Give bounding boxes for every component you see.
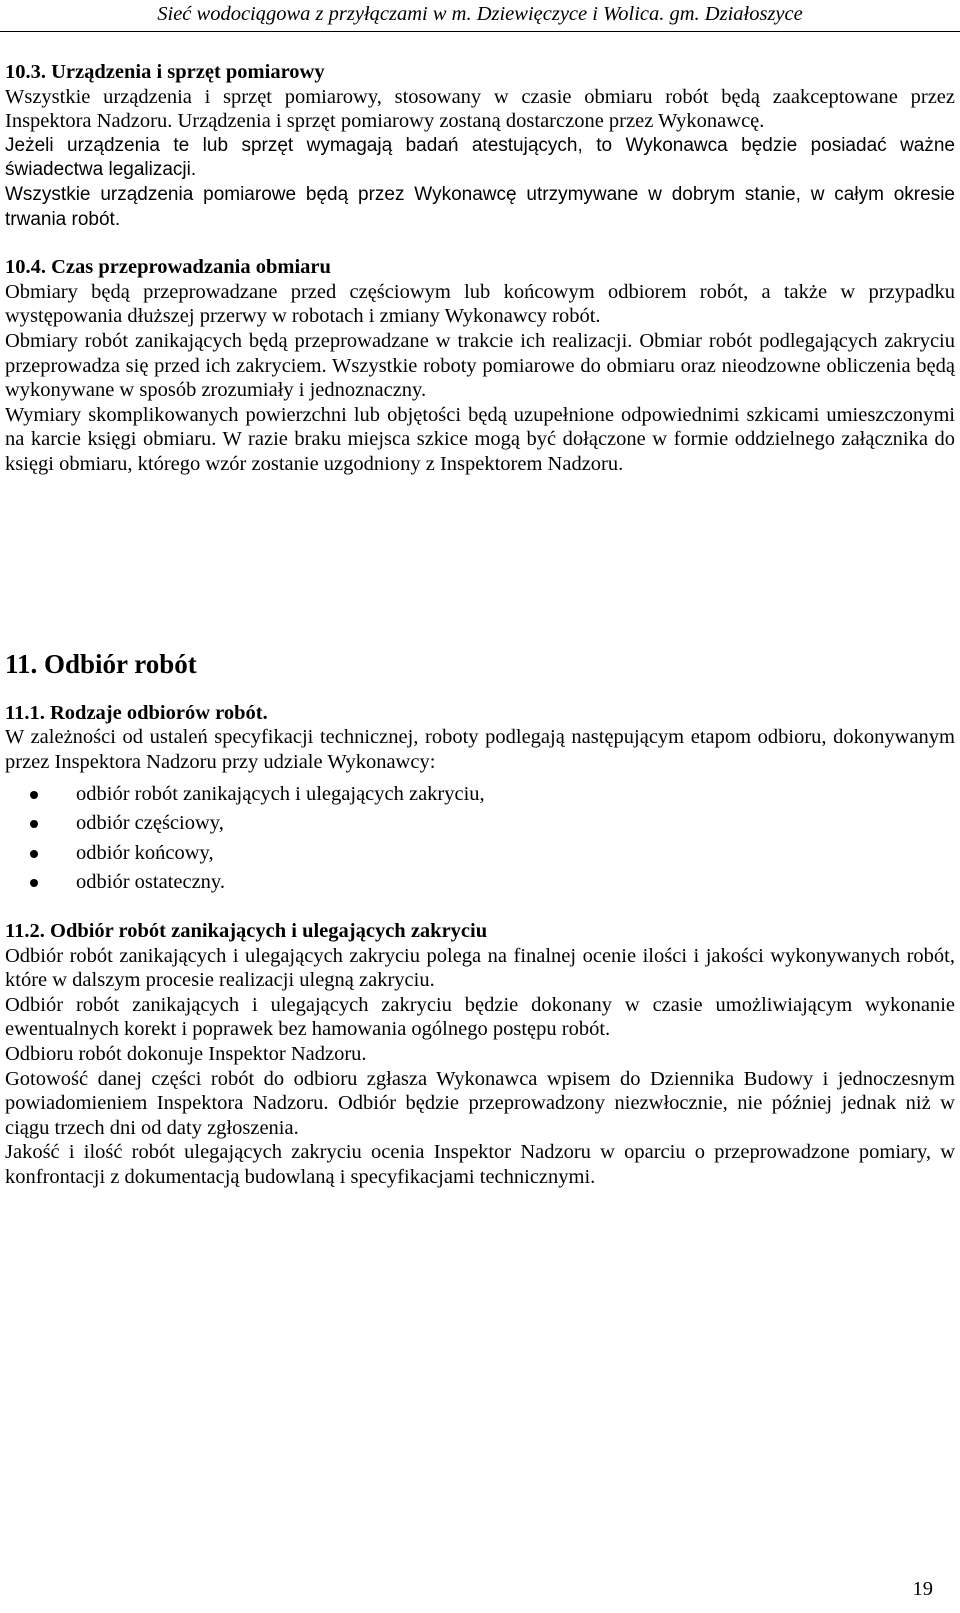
document-body — [5, 60, 955, 1190]
bullet-icon — [30, 820, 38, 828]
bullet-icon — [30, 879, 38, 887]
running-header — [0, 0, 960, 32]
section-11 — [5, 648, 955, 680]
section-10-3 — [5, 60, 955, 232]
section-11-2 — [5, 919, 955, 1190]
section-11-2-paragraph-1: Odbiór robót zanikających i ulegających zakryciu polega na finalnej ocenie ilości i jakości wykonywanych robót, które w dalszym procesie realizacji ulegną zakryciu. — [5, 944, 955, 992]
section-10-4 — [5, 255, 955, 476]
section-11-1-heading: 11.1. Rodzaje odbiorów robót. — [5, 701, 268, 724]
list-item — [5, 809, 955, 838]
list-item-text: odbiór ostateczny. — [76, 870, 225, 893]
section-10-4-heading: 10.4. Czas przeprowadzania obmiaru — [5, 256, 331, 279]
section-10-3-paragraph-2: Jeżeli urządzenia te lub sprzęt wymagają badań atestujących, to Wykonawca będzie posiadać ważne świadectwa legalizacji. — [5, 134, 955, 181]
section-11-2-paragraph-2: Odbiór robót zanikających i ulegających zakryciu będzie dokonany w czasie umożliwiającym wykonanie ewentualnych korekt i poprawek bez hamowania ogólnego postępu robót. — [5, 993, 955, 1041]
section-10-4-paragraph-1: Obmiary będą przeprowadzane przed częściowym lub końcowym odbiorem robót, a także w przypadku występowania dłuższej przerwy w robotach i zmiany Wykonawcy robót. — [5, 280, 955, 328]
section-11-2-paragraph-4: Gotowość danej części robót do odbioru zgłasza Wykonawca wpisem do Dziennika Budowy i jednoczesnym powiadomieniem Inspektora Nadzoru. Odbiór będzie przeprowadzony niezwłocznie, nie później jednak niż w ciągu trzech dni od daty zgłoszenia. — [5, 1067, 955, 1139]
list-item-text: odbiór końcowy, — [76, 841, 214, 864]
section-10-3-heading: 10.3. Urządzenia i sprzęt pomiarowy — [5, 61, 325, 83]
header-title: Sieć wodociągowa z przyłączami w m. Dziewięczyce i Wolica. gm. Działoszyce — [157, 3, 803, 25]
list-item-text: odbiór robót zanikających i ulegających zakryciu, — [76, 783, 485, 806]
section-10-3-paragraph-1: Wszystkie urządzenia i sprzęt pomiarowy, stosowany w czasie obmiaru robót będą zaakceptowane przez Inspektora Nadzoru. Urządzenia i sprzęt pomiarowy zostaną dostarczone przez Wykonawcę. — [5, 85, 955, 133]
list-item — [5, 839, 955, 868]
acceptance-types-list — [5, 780, 955, 897]
section-11-2-paragraph-5: Jakość i ilość robót ulegających zakryciu ocenia Inspektor Nadzoru w oparciu o przeprowadzone pomiary, w konfrontacji z dokumentacją budowlaną i specyfikacjami technicznymi. — [5, 1141, 955, 1189]
bullet-icon — [30, 850, 38, 858]
section-11-2-heading: 11.2. Odbiór robót zanikających i ulegających zakryciu — [5, 920, 488, 943]
section-11-heading: 11. Odbiór robót — [5, 648, 197, 679]
list-item — [5, 868, 955, 897]
section-11-1-intro: W zależności od ustaleń specyfikacji technicznej, roboty podlegają następującym etapom odbioru, dokonywanym przez Inspektora Nadzoru przy udziale Wykonawcy: — [5, 726, 955, 773]
section-11-1 — [5, 701, 955, 898]
bullet-icon — [30, 791, 38, 799]
section-10-4-paragraph-2: Obmiary robót zanikających będą przeprowadzane w trakcie ich realizacji. Obmiar robót podlegających zakryciu przeprowadza się przed ich zakryciem. Wszystkie roboty pomiarowe do obmiaru oraz nieodzowne obliczenia będą wykonywane w sposób zrozumiały i jednoznaczny. — [5, 329, 955, 402]
list-item — [5, 780, 955, 809]
section-10-4-paragraph-3: Wymiary skomplikowanych powierzchni lub objętości będą uzupełnione odpowiednimi szkicami umieszczonymi na karcie księgi obmiaru. W razie braku miejsca szkice mogą być dołączone w formie oddzielnego załącznika do księgi obmiaru, którego wzór zostanie uzgodniony z Inspektorem Nadzoru. — [5, 403, 955, 475]
section-11-2-paragraph-3: Odbioru robót dokonuje Inspektor Nadzoru. — [5, 1043, 367, 1066]
list-item-text: odbiór częściowy, — [76, 812, 224, 835]
page-number: 19 — [912, 1578, 933, 1600]
section-10-3-paragraph-3: Wszystkie urządzenia pomiarowe będą przez Wykonawcę utrzymywane w dobrym stanie, w całym okresie trwania robót. — [5, 183, 955, 230]
